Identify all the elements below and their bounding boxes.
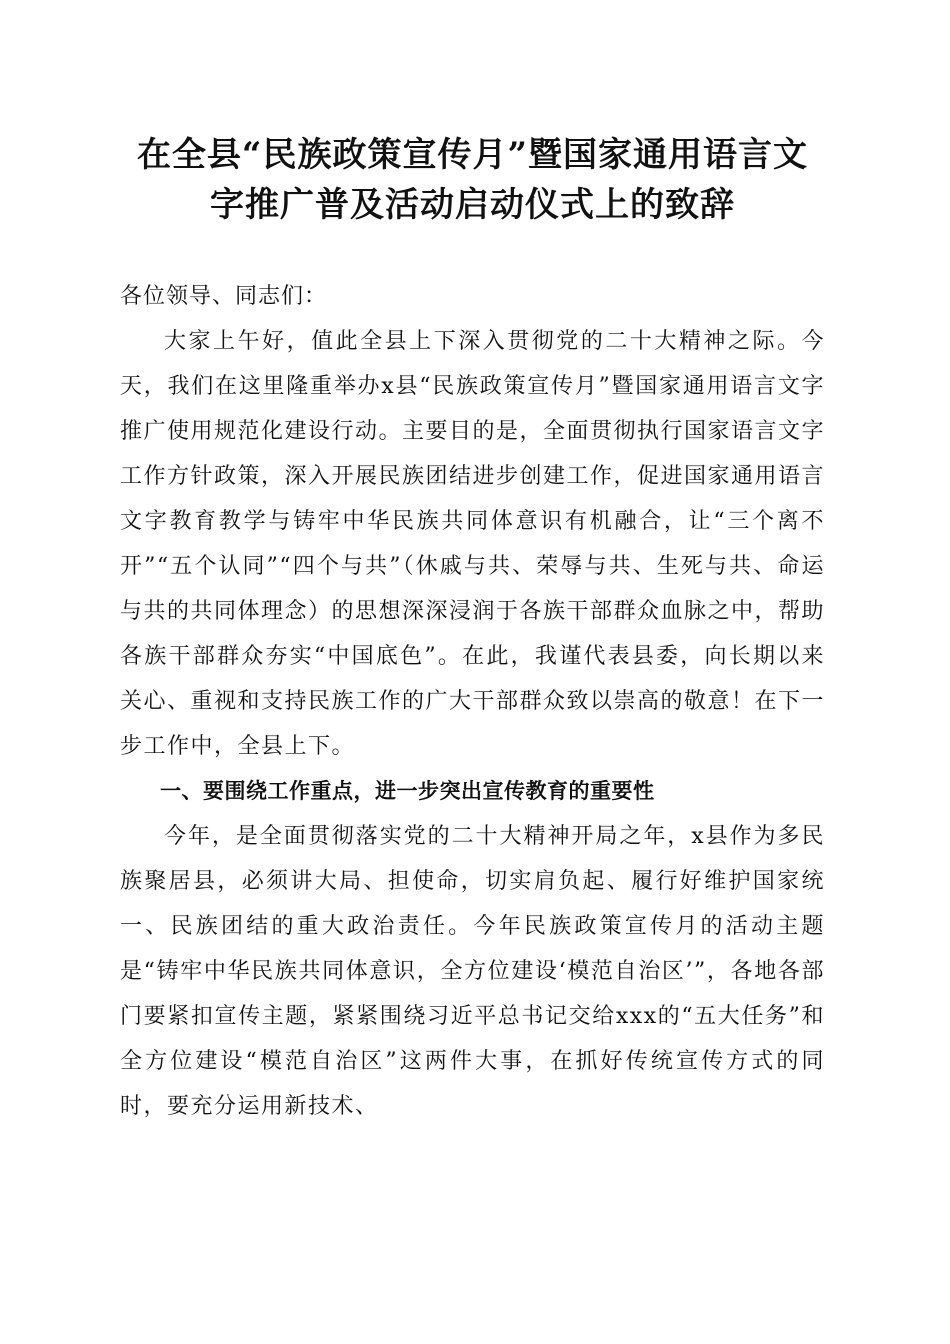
title-line-2: 字推广普及活动启动仪式上的致辞: [210, 185, 735, 225]
document-page: [120, 130, 825, 1129]
section-heading-1: 一、要围绕工作重点，进一步突出宣传教育的重要性: [160, 779, 655, 803]
salutation: 各位领导、同志们：: [120, 284, 328, 309]
body-paragraph-2: 今年，是全面贯彻落实党的二十大精神开局之年，x县作为多民族聚居县，必须讲大局、担使命，切实肩负起、履行好维护国家统一、民族团结的重大政治责任。今年民族政策宣传月的活动主题是“铸牢中华民族共同体意识，全方位建设‘模范自治区’”，各地各部门要紧扣宣传主题，紧紧围绕习近平总书记交给xxx的“五大任务”和全方位建设“模范自治区”这两件大事，在抓好传统宣传方式的同时，要充分运用新技术、: [120, 824, 825, 1119]
title-line-1: 在全县“民族政策宣传月”暨国家通用语言文: [136, 135, 809, 175]
document-title: [120, 130, 825, 230]
body-paragraph-1: 大家上午好，值此全县上下深入贯彻党的二十大精神之际。今天，我们在这里隆重举办x县“民族政策宣传月”暨国家通用语言文字推广使用规范化建设行动。主要目的是，全面贯彻执行国家语言文字工作方针政策，深入开展民族团结进步创建工作，促进国家通用语言文字教育教学与铸牢中华民族共同体意识有机融合，让“三个离不开”“五个认同”“四个与共”（休戚与共、荣辱与共、生死与共、命运与共的共同体理念）的思想深深浸润于各族干部群众血脉之中，帮助各族干部群众夯实“中国底色”。在此，我谨代表县委，向长期以来关心、重视和支持民族工作的广大干部群众致以崇高的敬意！在下一步工作中，全县上下。: [120, 329, 826, 759]
